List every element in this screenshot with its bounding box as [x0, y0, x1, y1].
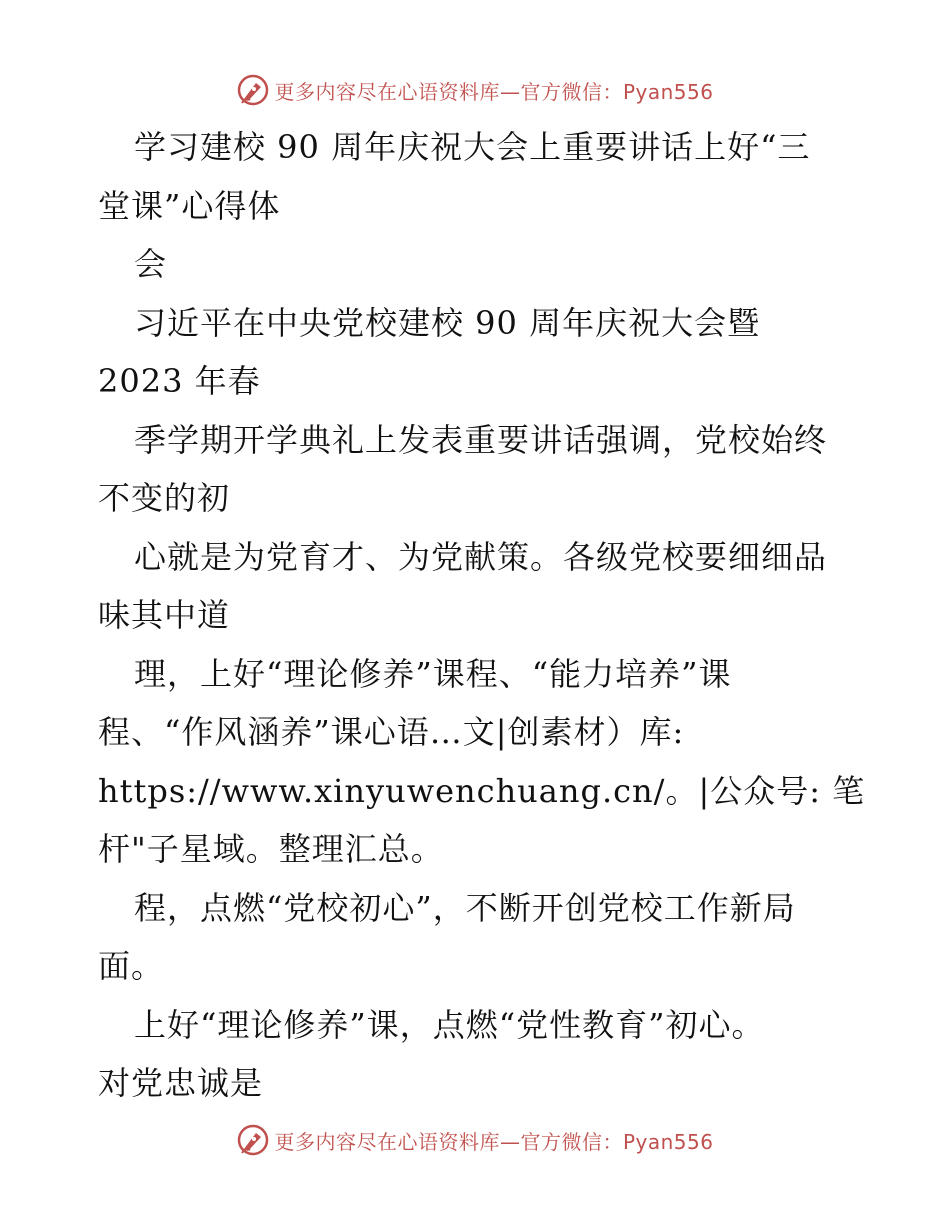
text-line: 理，上好“理论修养”课程、“能力培养”课: [134, 654, 732, 693]
text-line: 杆"子星域。整理汇总。: [98, 830, 444, 868]
document-body: [98, 118, 868, 1113]
text-line: 味其中道: [98, 596, 231, 634]
text-line: 习近平在中央党校建校 90 周年庆祝大会暨: [134, 303, 761, 342]
header-watermark-text: 更多内容尽在心语资料库—官方微信：Pyan556: [274, 79, 714, 104]
text-line: 会: [134, 245, 168, 283]
text-line: 上好“理论修养”课，点燃“党性教育”初心。: [134, 1005, 765, 1044]
text-line: 学习建校 90 周年庆祝大会上重要讲话上好“三: [134, 128, 811, 166]
text-line: 不变的初: [98, 479, 231, 517]
footer-watermark-text: 更多内容尽在心语资料库—官方微信：Pyan556: [274, 1129, 714, 1154]
text-line: 面。: [98, 947, 165, 985]
text-line: 程、“作风涵养”课心语…文|创素材）库:: [98, 713, 685, 751]
text-line: 季学期开学典礼上发表重要讲话强调，党校始终: [134, 420, 828, 459]
text-line: 心就是为党育才、为党献策。各级党校要细细品: [134, 537, 828, 576]
header-watermark-banner: [0, 70, 950, 110]
text-line: 程，点燃“党校初心”，不断开创党校工作新局: [134, 888, 796, 927]
footer-watermark-banner: [0, 1120, 950, 1160]
pen-nib-circle-icon: [236, 73, 270, 107]
pen-nib-circle-icon: [236, 1123, 270, 1157]
text-line: 2023 年春: [98, 362, 261, 400]
text-line: 堂课”心得体: [98, 186, 281, 225]
text-line: 对党忠诚是: [98, 1064, 264, 1102]
text-line: https://www.xinyuwenchuang.cn/。|公众号: 笔: [98, 771, 866, 810]
